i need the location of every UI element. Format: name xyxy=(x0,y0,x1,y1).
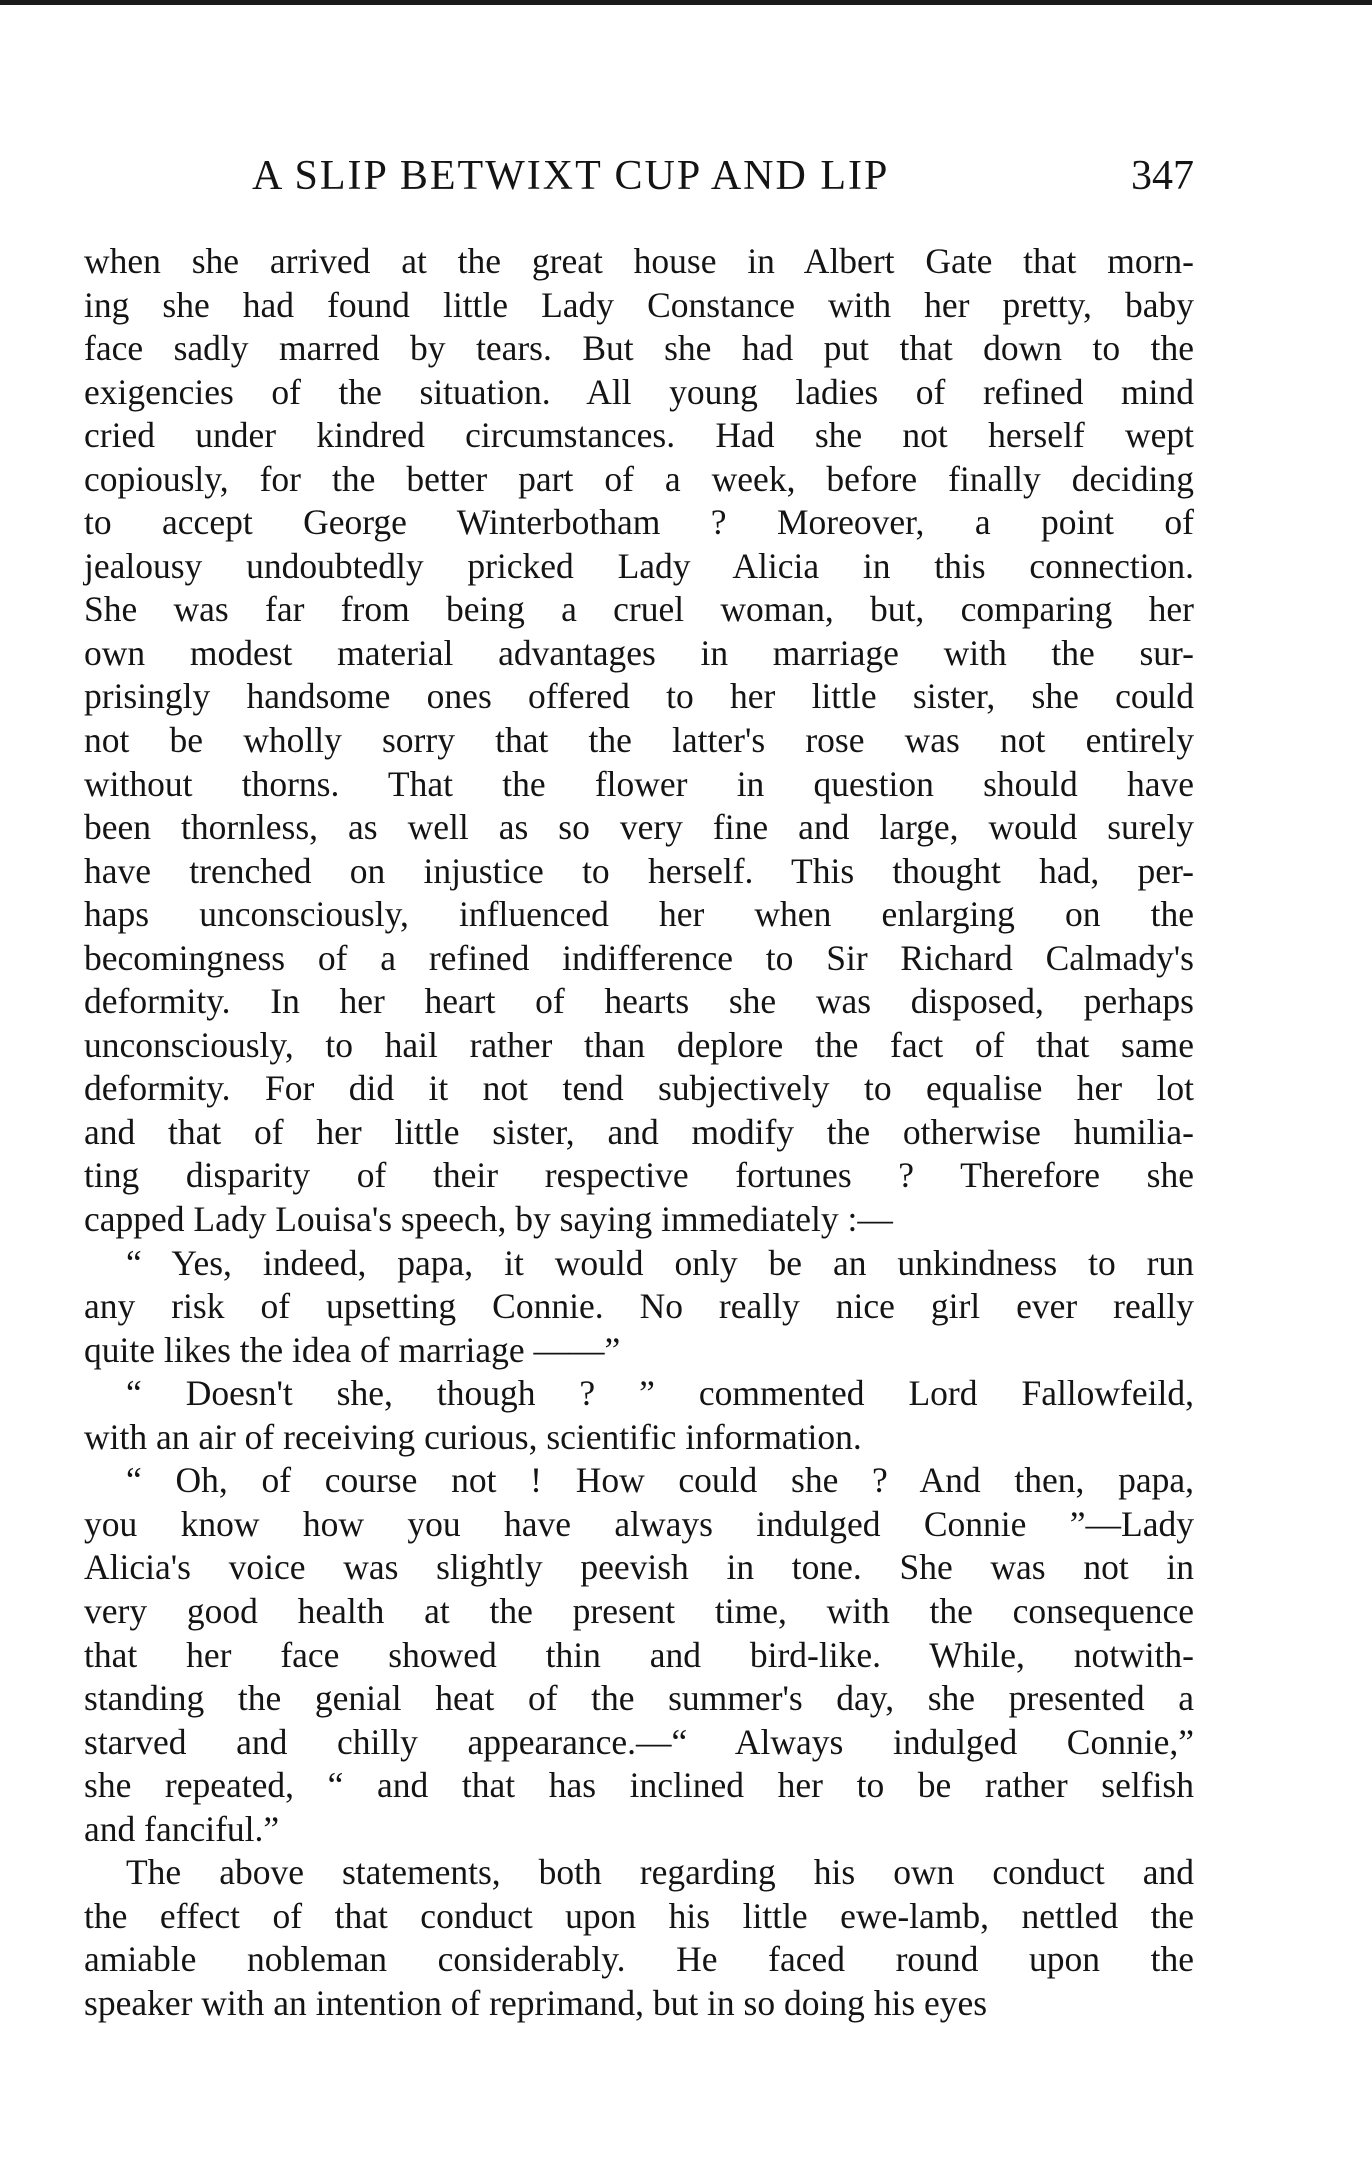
text-line: face sadly marred by tears. But she had put that down to the xyxy=(84,328,1194,369)
text-line: cried under kindred circumstances. Had she not herself wept xyxy=(84,415,1194,456)
text-line: The above statements, both regarding his own conduct and xyxy=(126,1852,1194,1893)
text-line: standing the genial heat of the summer's day, she presented a xyxy=(84,1678,1194,1719)
text-line: amiable nobleman considerably. He faced round upon the xyxy=(84,1939,1194,1980)
paragraph xyxy=(84,1459,1194,1851)
text-line: unconsciously, to hail rather than deplore the fact of that same xyxy=(84,1024,1194,1065)
text-line: “ Oh, of course not ! How could she ? And then, papa, xyxy=(126,1460,1194,1501)
paragraph xyxy=(84,1242,1194,1373)
page-header xyxy=(84,146,1194,206)
top-edge-rule xyxy=(0,0,1372,5)
page-body xyxy=(84,240,1194,2023)
text-line: speaker with an intention of reprimand, but in so doing his eyes xyxy=(84,1982,988,2023)
text-line: starved and chilly appearance.—“ Always indulged Connie,” xyxy=(84,1721,1194,1762)
text-line: when she arrived at the great house in Albert Gate that morn- xyxy=(84,241,1194,281)
text-line: and fanciful.” xyxy=(84,1808,280,1849)
text-line: been thornless, as well as so very fine and large, would surely xyxy=(84,807,1194,848)
text-line: very good health at the present time, with the consequence xyxy=(84,1590,1194,1631)
text-line: own modest material advantages in marriage with the sur- xyxy=(84,632,1194,673)
text-line: you know how you have always indulged Connie ”—Lady xyxy=(84,1503,1194,1544)
text-line: exigencies of the situation. All young ladies of refined mind xyxy=(84,371,1194,412)
text-line: she repeated, “ and that has inclined her to be rather selfish xyxy=(84,1765,1194,1806)
text-line: deformity. In her heart of hearts she was disposed, perhaps xyxy=(84,981,1194,1022)
text-line: quite likes the idea of marriage ——” xyxy=(84,1329,621,1370)
running-title: A SLIP BETWIXT CUP AND LIP xyxy=(252,153,890,199)
text-line: copiously, for the better part of a week, before finally deciding xyxy=(84,458,1194,499)
text-line: that her face showed thin and bird-like. While, notwith- xyxy=(84,1634,1194,1675)
text-line: deformity. For did it not tend subjectively to equalise her lot xyxy=(84,1068,1194,1109)
text-line: to accept George Winterbotham ? Moreover, a point of xyxy=(84,502,1194,543)
text-line: capped Lady Louisa's speech, by saying immediately :— xyxy=(84,1199,893,1240)
text-line: any risk of upsetting Connie. No really nice girl ever really xyxy=(84,1286,1194,1327)
text-line: becomingness of a refined indifference to Sir Richard Calmady's xyxy=(84,937,1194,978)
text-line: not be wholly sorry that the latter's rose was not entirely xyxy=(84,720,1194,761)
text-line: and that of her little sister, and modify the otherwise humilia- xyxy=(84,1111,1194,1152)
text-line: ing she had found little Lady Constance with her pretty, baby xyxy=(84,284,1194,325)
text-line: “ Doesn't she, though ? ” commented Lord Fallowfeild, xyxy=(126,1373,1194,1414)
text-line: the effect of that conduct upon his little ewe-lamb, nettled the xyxy=(84,1895,1194,1936)
text-line: Alicia's voice was slightly peevish in tone. She was not in xyxy=(84,1547,1194,1588)
paragraph xyxy=(84,240,1194,1242)
text-line: with an air of receiving curious, scientific information. xyxy=(84,1416,862,1457)
text-line: ting disparity of their respective fortunes ? Therefore she xyxy=(84,1155,1194,1196)
text-line: prisingly handsome ones offered to her little sister, she could xyxy=(84,676,1194,717)
text-line: haps unconsciously, influenced her when enlarging on the xyxy=(84,894,1194,935)
text-line: She was far from being a cruel woman, but, comparing her xyxy=(84,589,1194,630)
text-line: jealousy undoubtedly pricked Lady Alicia in this connection. xyxy=(84,545,1194,586)
paragraph xyxy=(84,1851,1194,2025)
text-line: “ Yes, indeed, papa, it would only be an unkindness to run xyxy=(126,1242,1194,1283)
text-line: without thorns. That the flower in question should have xyxy=(84,763,1194,804)
text-line: have trenched on injustice to herself. This thought had, per- xyxy=(84,850,1194,891)
paragraph xyxy=(84,1372,1194,1459)
page-number: 347 xyxy=(1131,153,1194,199)
